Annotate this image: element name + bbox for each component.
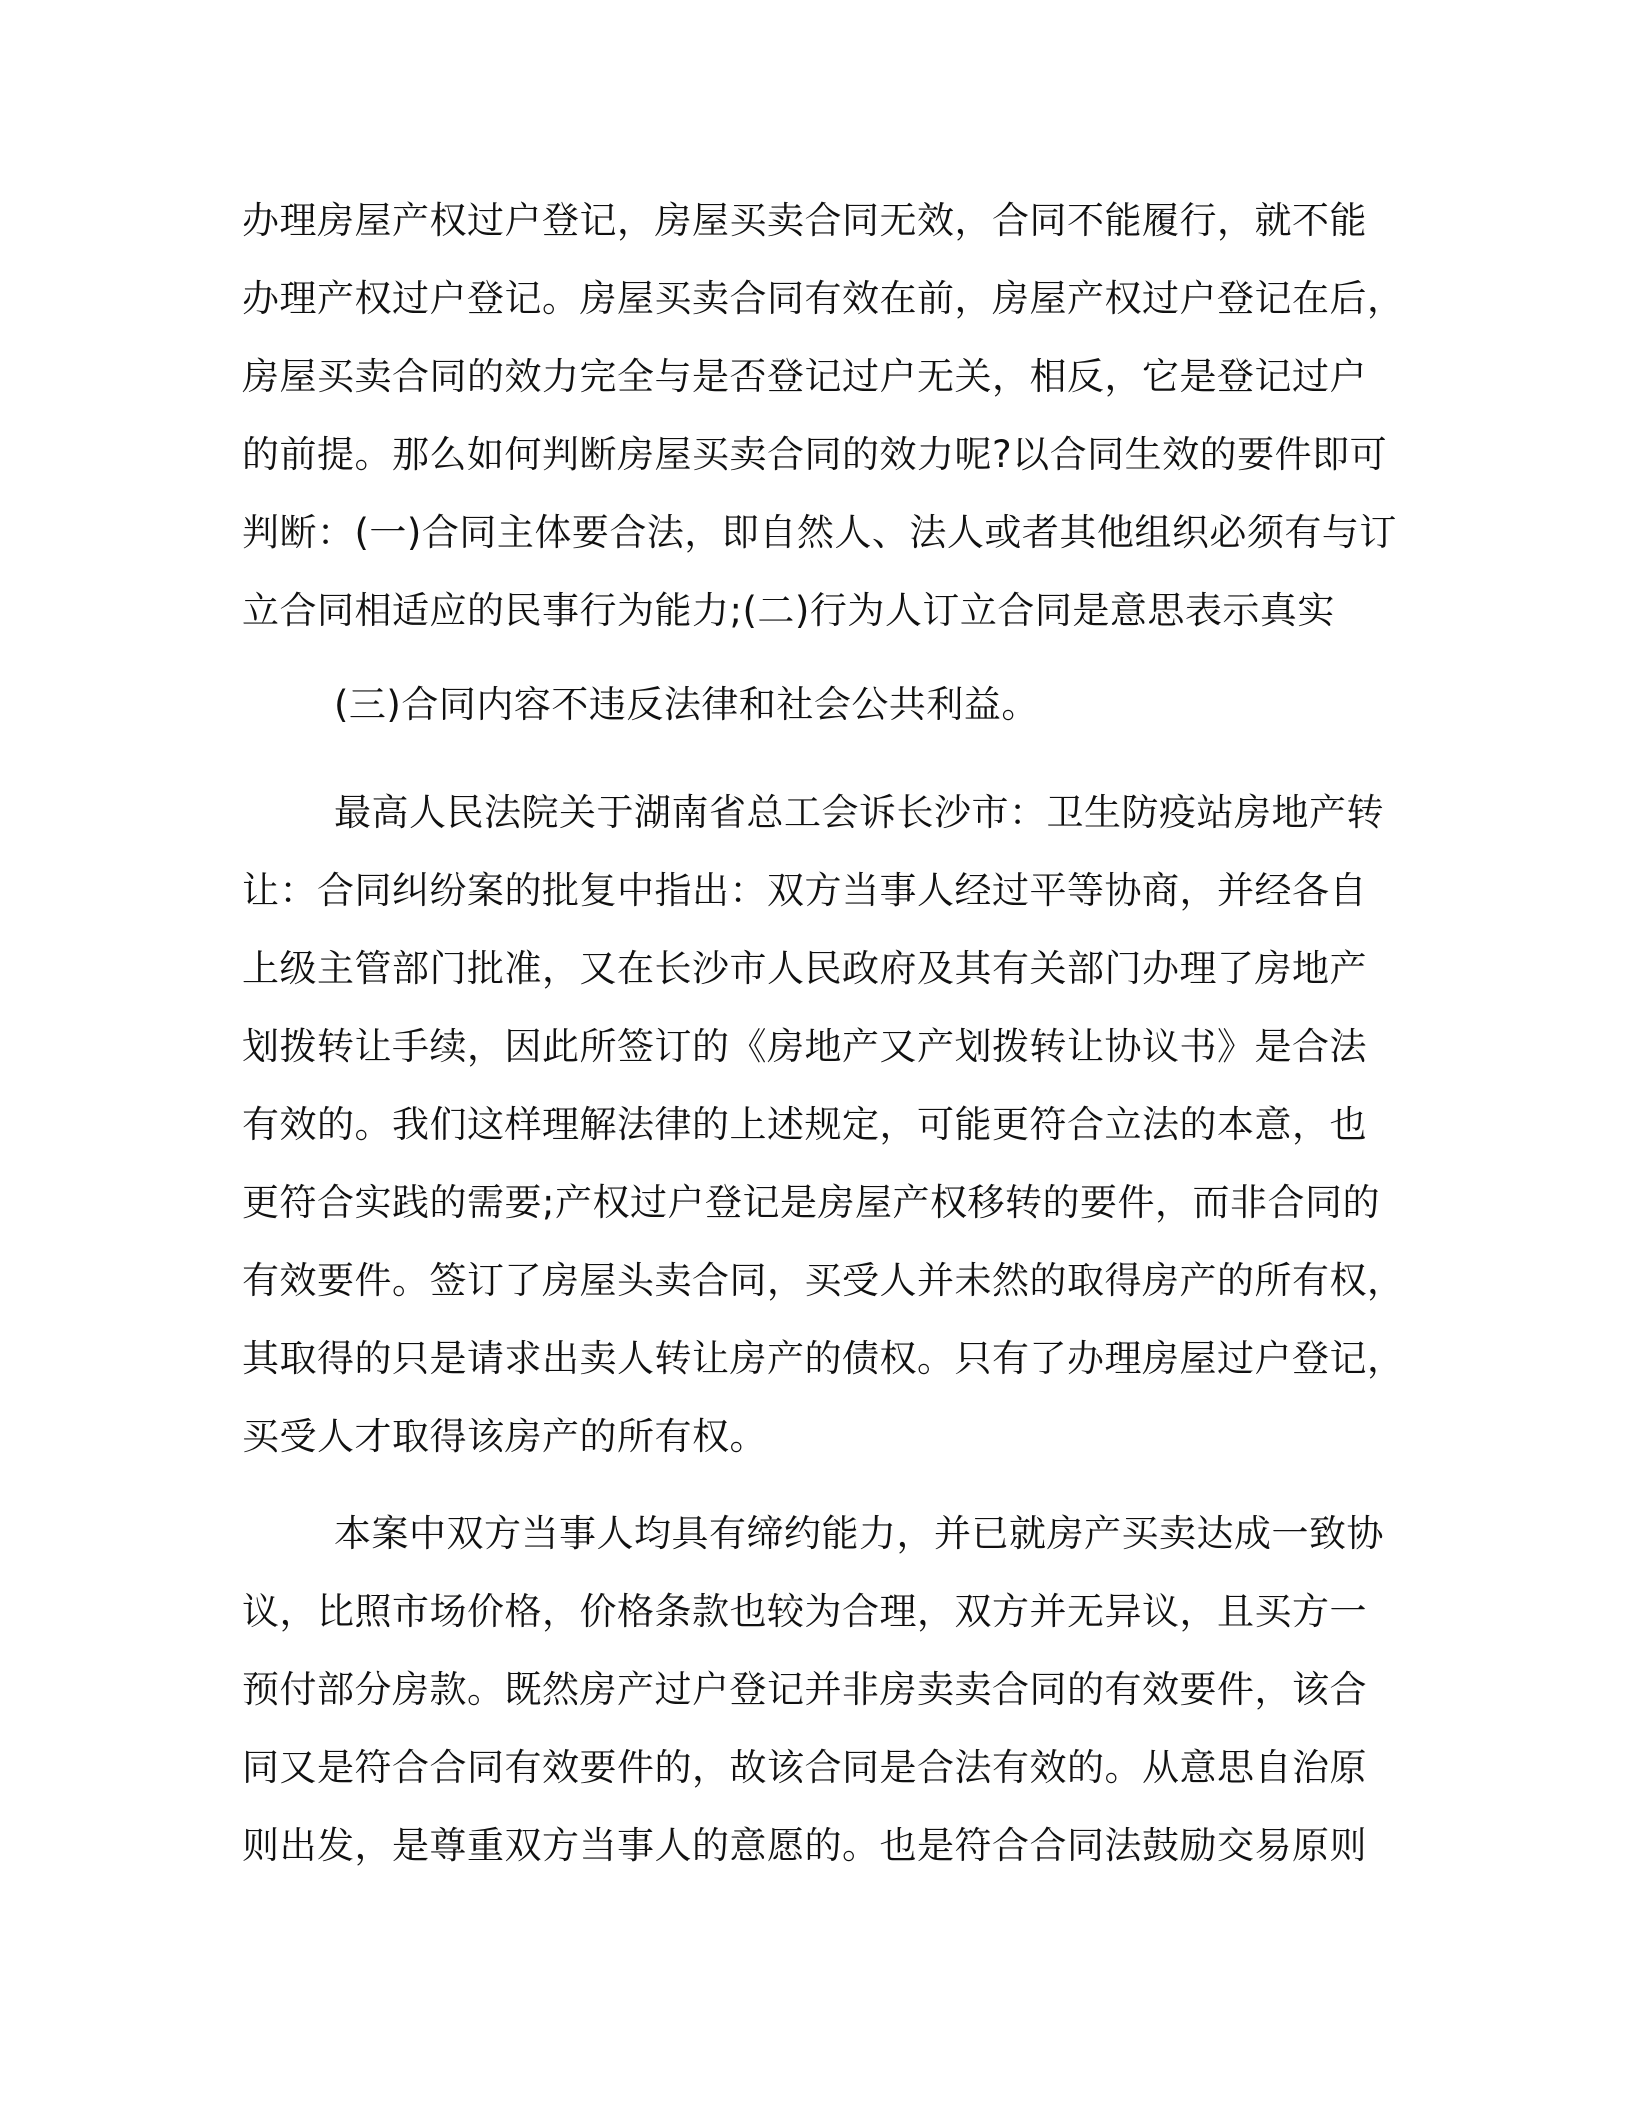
paragraph-line: 买受人才取得该房产的所有权。 (242, 1415, 767, 1458)
paragraph-line: 办理房屋产权过户登记，房屋买卖合同无效，合同不能履行，就不能 (242, 199, 1367, 242)
paragraph-line: 划拨转让手续，因此所签订的《房地产又产划拨转让协议书》是合法 (242, 1025, 1367, 1068)
paragraph-line: 让：合同纠纷案的批复中指出：双方当事人经过平等协商，并经各自 (242, 869, 1367, 912)
paragraph-line: 则出发，是尊重双方当事人的意愿的。也是符合合同法鼓励交易原则 (242, 1824, 1367, 1867)
paragraph-line: (三)合同内容不违反法律和社会公共利益。 (334, 683, 1039, 726)
paragraph-3 (242, 774, 1405, 1476)
paragraph-line: 议，比照市场价格，价格条款也较为合理，双方并无异议，且买方一 (242, 1590, 1367, 1633)
paragraph-line: 同又是符合合同有效要件的，故该合同是合法有效的。从意思自治原 (242, 1746, 1367, 1789)
paragraph-4 (242, 1495, 1392, 1885)
paragraph-line: 更符合实践的需要;产权过户登记是房屋产权移转的要件，而非合同的 (242, 1181, 1380, 1224)
paragraph-line: 预付部分房款。既然房产过户登记并非房卖卖合同的有效要件，该合 (242, 1668, 1367, 1711)
paragraph-1 (242, 182, 1405, 650)
paragraph-line: 判断：(一)合同主体要合法，即自然人、法人或者其他组织必须有与订 (242, 511, 1397, 554)
paragraph-line: 本案中双方当事人均具有缔约能力，并已就房产买卖达成一致协 (334, 1512, 1384, 1555)
paragraph-line: 最高人民法院关于湖南省总工会诉长沙市：卫生防疫站房地产转 (334, 791, 1384, 834)
paragraph-line: 立合同相适应的民事行为能力;(二)行为人订立合同是意思表示真实 (242, 589, 1335, 632)
paragraph-line: 的前提。那么如何判断房屋买卖合同的效力呢?以合同生效的要件即可 (242, 433, 1388, 476)
paragraph-line: 其取得的只是请求出卖人转让房产的债权。只有了办理房屋过户登记， (242, 1337, 1405, 1380)
paragraph-line: 上级主管部门批准，又在长沙市人民政府及其有关部门办理了房地产 (242, 947, 1367, 990)
paragraph-line: 有效要件。签订了房屋头卖合同，买受人并未然的取得房产的所有权， (242, 1259, 1405, 1302)
paragraph-line: 房屋买卖合同的效力完全与是否登记过户无关，相反，它是登记过户 (242, 355, 1367, 398)
paragraph-2 (242, 666, 1392, 744)
paragraph-line: 有效的。我们这样理解法律的上述规定，可能更符合立法的本意，也 (242, 1103, 1367, 1146)
paragraph-line: 办理产权过户登记。房屋买卖合同有效在前，房屋产权过户登记在后， (242, 277, 1405, 320)
